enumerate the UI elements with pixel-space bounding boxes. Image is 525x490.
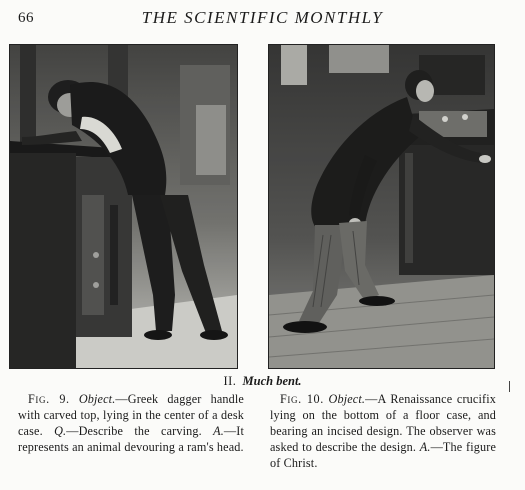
question-text: —Describe the carving. xyxy=(66,424,214,438)
running-title: THE SCIENTIFIC MONTHLY xyxy=(141,8,384,27)
figure-label: Fig. 9. xyxy=(28,392,70,406)
object-text: —Greek dagger handle with carved top, lying in the center of a desk case. xyxy=(18,392,244,438)
page-number: 66 xyxy=(18,10,34,26)
object-text: —A Renaissance crucifix lying on the bottom of a floor case, and bearing an incised design. The observer was asked to describe the design. xyxy=(270,392,496,454)
plate-caption xyxy=(0,374,525,389)
answer-lead: A. xyxy=(419,440,431,454)
answer-lead: A. xyxy=(213,424,224,438)
plate-numeral: II. xyxy=(223,374,237,388)
figure-9-caption xyxy=(18,391,244,455)
figure-10-caption xyxy=(270,391,496,471)
photo-fig-9 xyxy=(9,44,238,369)
object-lead: Object. xyxy=(328,392,366,406)
object-lead: Object. xyxy=(78,392,116,406)
question-lead: Q. xyxy=(54,424,67,438)
plate-title: Much bent. xyxy=(242,374,302,388)
answer-text: —The figure of Christ. xyxy=(270,440,496,470)
margin-mark xyxy=(509,381,510,392)
figure-label: Fig. 10. xyxy=(280,392,324,406)
answer-text: —It represents an animal devouring a ram's head. xyxy=(18,424,244,454)
photo-fig-10 xyxy=(268,44,495,369)
